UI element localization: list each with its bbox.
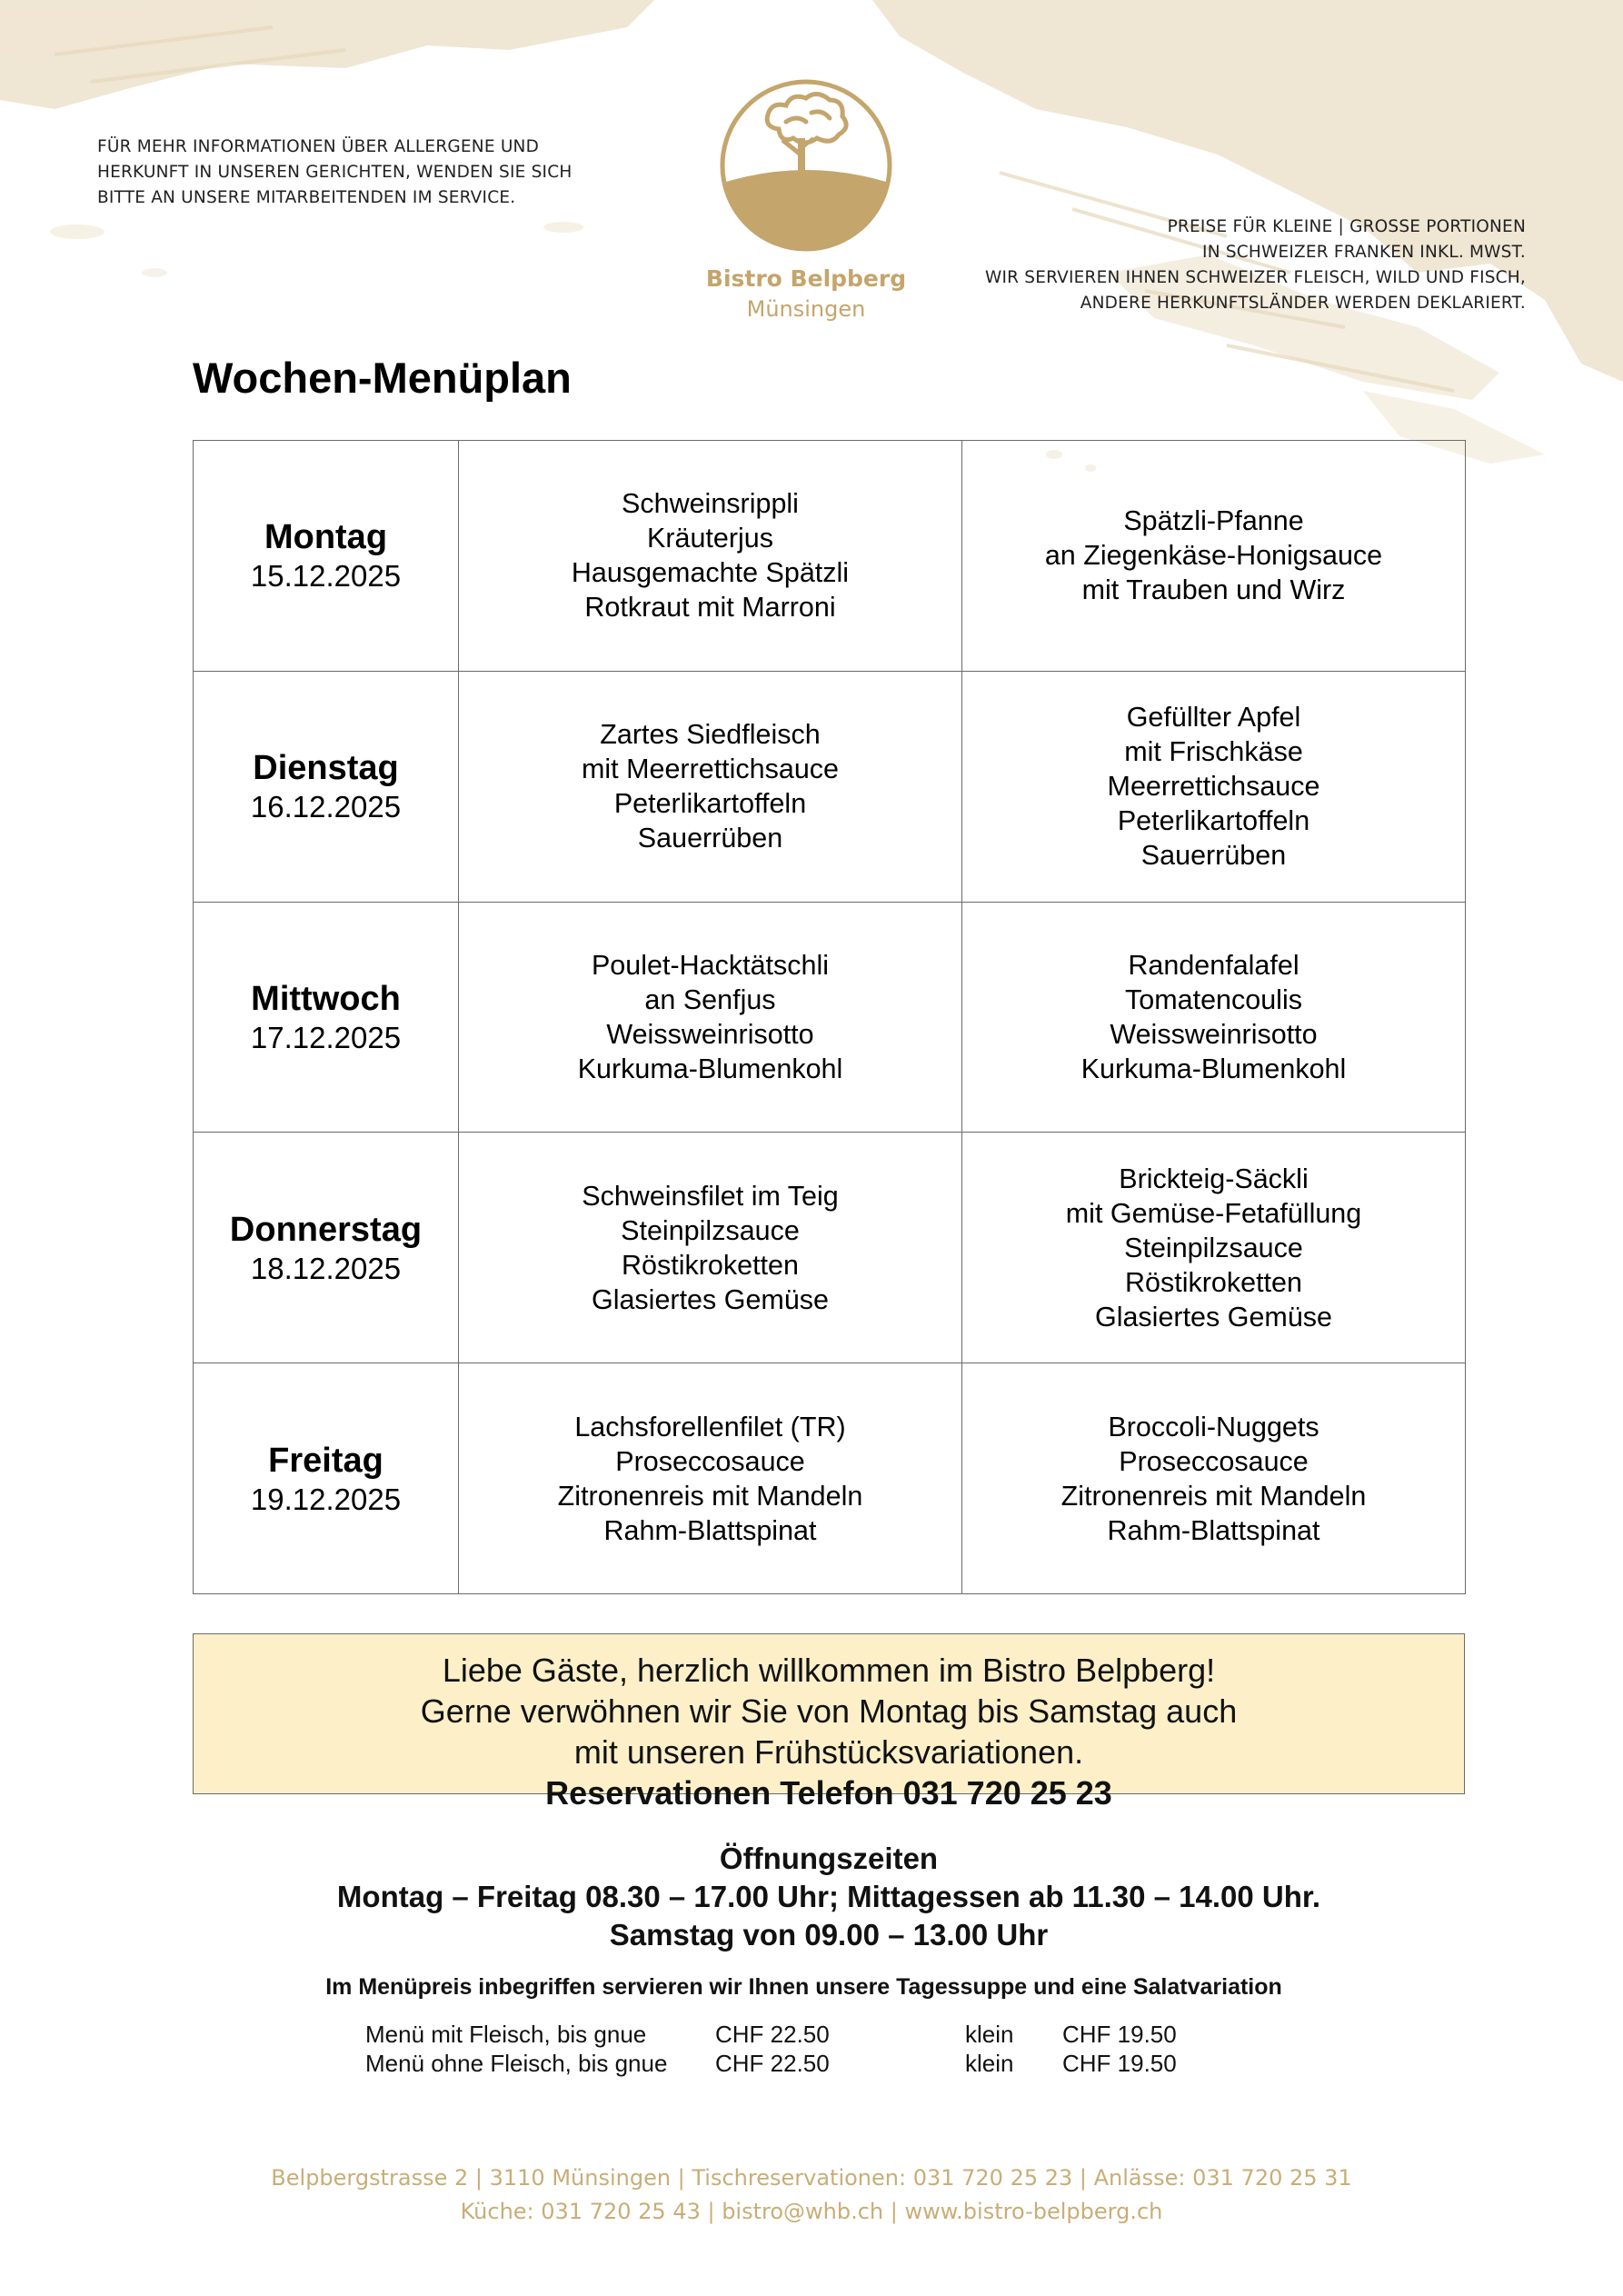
day-name: Dienstag: [253, 749, 399, 788]
price-info-line: IN SCHWEIZER FRANKEN INKL. MWST.: [1202, 243, 1526, 262]
weekly-menu-table: [193, 440, 1466, 1594]
welcome-line: Liebe Gäste, herzlich willkommen im Bistro Belpberg!: [442, 1652, 1216, 1689]
included-note: Im Menüpreis inbegriffen servieren wir Ihnen unsere Tagessuppe und eine Salatvariation: [325, 1974, 1282, 2000]
price-info-line: PREISE FÜR KLEINE | GROSSE PORTIONEN: [1167, 217, 1526, 236]
dish-line: Zitronenreis mit Mandeln: [1060, 1480, 1367, 1512]
footer-contact: [0, 2161, 1623, 2229]
day-name: Montag: [264, 518, 388, 557]
dish-line: Peterlikartoffeln: [613, 788, 807, 820]
menu-row-wednesday: [194, 902, 1466, 1133]
reservation-phone: Reservationen Telefon 031 720 25 23: [545, 1774, 1112, 1812]
dish-line: Proseccosauce: [1119, 1445, 1309, 1477]
veg-menu-cell: [962, 441, 1466, 672]
dish-line: mit Trauben und Wirz: [1081, 574, 1346, 606]
day-cell: [194, 1133, 459, 1363]
dish-line: Randenfalafel: [1128, 949, 1299, 981]
menu-row-tuesday: [194, 671, 1466, 902]
veg-menu-cell: [962, 902, 1466, 1133]
day-cell: [194, 671, 459, 902]
opening-hours-weekday: Montag – Freitag 08.30 – 17.00 Uhr; Mittagessen ab 11.30 – 14.00 Uhr.: [336, 1880, 1321, 1913]
price-item-size: klein: [965, 2050, 1014, 2077]
day-date: 15.12.2025: [250, 559, 402, 594]
dish-line: Proseccosauce: [615, 1445, 805, 1477]
dish-line: Meerrettichsauce: [1107, 771, 1320, 803]
footer-address: Belpbergstrasse 2 | 3110 Münsingen | Tischreservationen: 031 720 25 23 | Anlässe: 031 720 25 31: [271, 2165, 1352, 2191]
meat-menu-cell: [459, 441, 962, 672]
dish-line: Röstikroketten: [1125, 1266, 1302, 1298]
opening-hours-saturday: Samstag von 09.00 – 13.00 Uhr: [609, 1918, 1049, 1952]
price-item-size: klein: [965, 2021, 1014, 2048]
day-name: Freitag: [268, 1441, 383, 1480]
brand-city: Münsingen: [746, 296, 866, 322]
dish-line: an Senfjus: [644, 983, 776, 1015]
day-cell: [194, 1363, 459, 1594]
dish-line: Schweinsfilet im Teig: [582, 1180, 839, 1212]
price-item-price: CHF 22.50: [715, 2021, 830, 2048]
dish-line: Kurkuma-Blumenkohl: [1080, 1053, 1347, 1084]
price-item-name: Menü mit Fleisch, bis gnue: [365, 2021, 647, 2048]
dish-line: mit Frischkäse: [1124, 736, 1303, 768]
price-info: [871, 215, 1526, 316]
welcome-line: mit unseren Frühstücksvariationen.: [573, 1733, 1084, 1771]
price-row: [365, 2020, 1177, 2049]
dish-line: Rotkraut mit Marroni: [584, 592, 836, 624]
meat-menu-cell: [459, 1133, 962, 1363]
dish-line: Spätzli-Pfanne: [1123, 505, 1304, 537]
dish-line: Zartes Siedfleisch: [600, 719, 821, 751]
brand-name: Bistro Belpberg: [705, 265, 907, 292]
dish-line: Kurkuma-Blumenkohl: [577, 1053, 843, 1084]
dish-line: Röstikroketten: [622, 1249, 799, 1281]
dish-line: Weissweinrisotto: [606, 1018, 814, 1050]
dish-line: Weissweinrisotto: [1110, 1018, 1318, 1050]
allergen-info: [97, 135, 606, 211]
bistro-tree-logo: [715, 75, 897, 256]
menu-row-friday: [194, 1363, 1466, 1594]
allergen-info-line: BITTE AN UNSERE MITARBEITENDEN IM SERVICE.: [97, 188, 516, 207]
dish-line: Peterlikartoffeln: [1117, 805, 1310, 837]
opening-hours-title: Öffnungszeiten: [719, 1842, 939, 1875]
day-date: 16.12.2025: [250, 790, 402, 824]
footer-contact-links: Küche: 031 720 25 43 | bistro@whb.ch | www.bistro-belpberg.ch: [460, 2199, 1163, 2224]
veg-menu-cell: [962, 1363, 1466, 1594]
price-item-small-price: CHF 19.50: [1062, 2021, 1177, 2048]
dish-line: Gefüllter Apfel: [1126, 702, 1301, 734]
dish-line: Kräuterjus: [646, 523, 773, 554]
allergen-info-line: HERKUNFT IN UNSEREN GERICHTEN, WENDEN SIE SICH: [97, 163, 573, 182]
allergen-info-line: FÜR MEHR INFORMATIONEN ÜBER ALLERGENE UND: [97, 137, 540, 156]
day-date: 17.12.2025: [250, 1020, 402, 1054]
veg-menu-cell: [962, 1133, 1466, 1363]
day-name: Donnerstag: [229, 1210, 423, 1249]
dish-line: Sauerrüben: [637, 823, 783, 854]
dish-line: Rahm-Blattspinat: [603, 1514, 817, 1546]
opening-hours: [193, 1840, 1465, 1954]
page-title: Wochen-Menüplan: [193, 354, 572, 402]
meat-menu-cell: [459, 671, 962, 902]
welcome-box: [193, 1633, 1465, 1812]
welcome-line: Gerne verwöhnen wir Sie von Montag bis Samstag auch: [420, 1692, 1238, 1730]
price-info-line: ANDERE HERKUNFTSLÄNDER WERDEN DEKLARIERT.: [1080, 294, 1526, 313]
meat-menu-cell: [459, 1363, 962, 1594]
dish-line: Zitronenreis mit Mandeln: [557, 1480, 863, 1512]
day-cell: [194, 441, 459, 672]
price-item-name: Menü ohne Fleisch, bis gnue: [365, 2050, 668, 2077]
dish-line: mit Meerrettichsauce: [581, 754, 840, 785]
menu-row-monday: [194, 441, 1466, 672]
dish-line: Broccoli-Nuggets: [1108, 1411, 1319, 1442]
dish-line: mit Gemüse-Fetafüllung: [1065, 1197, 1362, 1229]
price-item-price: CHF 22.50: [715, 2050, 830, 2077]
dish-line: Tomatencoulis: [1125, 983, 1302, 1015]
menu-row-thursday: [194, 1133, 1466, 1363]
dish-line: Glasiertes Gemüse: [1094, 1301, 1333, 1333]
price-list: [365, 2020, 1177, 2078]
price-info-line: WIR SERVIEREN IHNEN SCHWEIZER FLEISCH, WILD UND FISCH,: [984, 268, 1526, 287]
dish-line: Brickteig-Säckli: [1119, 1163, 1309, 1194]
dish-line: Hausgemachte Spätzli: [571, 557, 850, 589]
day-date: 19.12.2025: [250, 1482, 402, 1516]
dish-line: Poulet-Hacktätschli: [591, 949, 830, 981]
dish-line: Steinpilzsauce: [621, 1214, 800, 1246]
dish-line: Sauerrüben: [1140, 840, 1287, 872]
dish-line: Schweinsrippli: [622, 488, 799, 520]
dish-line: an Ziegenkäse-Honigsauce: [1044, 540, 1383, 572]
day-cell: [194, 902, 459, 1133]
day-date: 18.12.2025: [250, 1251, 402, 1285]
meat-menu-cell: [459, 902, 962, 1133]
price-item-small-price: CHF 19.50: [1062, 2050, 1177, 2077]
dish-line: Rahm-Blattspinat: [1107, 1514, 1320, 1546]
price-row: [365, 2049, 1177, 2078]
dish-line: Steinpilzsauce: [1124, 1232, 1303, 1263]
day-name: Mittwoch: [251, 979, 401, 1018]
dish-line: Glasiertes Gemüse: [591, 1283, 830, 1315]
dish-line: Lachsforellenfilet (TR): [574, 1411, 846, 1442]
veg-menu-cell: [962, 671, 1466, 902]
